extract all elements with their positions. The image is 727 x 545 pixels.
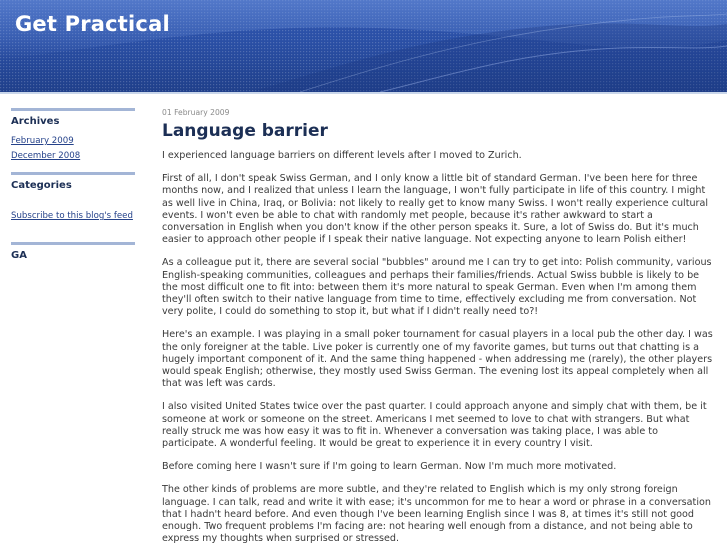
archives-heading: Archives [11, 116, 60, 127]
post-paragraph: Before coming here I wasn't sure if I'm going to learn German. Now I'm much more motivated. [162, 461, 617, 473]
post-paragraph: First of all, I don't speak Swiss German, and I only know a little bit of standard German. I've been here for three months now, and I realized that unless I learn the language, I won't fully participate in life of this country. I might as well live in China, Iraq, or Bolivia: not likely to really get to know many Swiss. I won't really experience cultural events. I won't even be able to chat with randomly met people, because it's rather awkward to start a conversation in English when you don't know if the other person speaks it. Sure, a lot of Swiss do. But it's much easier to approach other people if I speak their native language. Not expecting anyone to learn Polish either! [162, 173, 709, 246]
post-date: 01 February 2009 [162, 108, 230, 117]
categories-section [11, 172, 135, 232]
header-divider [0, 92, 727, 94]
archive-link-december-2008[interactable]: December 2008 [11, 151, 81, 161]
archive-link-february-2009[interactable]: February 2009 [11, 136, 74, 146]
post-paragraph: I also visited United States twice over the past quarter. I could approach anyone and simply chat with them, be it someone at work or someone on the street. Americans I met seemed to love to chat with strangers. But what really struck me was how easy it was to fit in. Whenever a conversation was taking place, I was able to participate. A wonderful feeling. It would be great to experience it in every country I visit. [162, 401, 707, 450]
site-header [0, 0, 727, 92]
post-paragraph: Here's an example. I was playing in a small poker tournament for casual players in a local pub the other day. I was the only foreigner at the table. Live poker is currently one of my favorite games, but turns out that chatting is a hugely important component of it. And the same thing happened - when addressing me (rarely), the other players would speak English; otherwise, they mostly used Swiss German. The evening lost its appeal completely when all that was left was cards. [162, 329, 713, 390]
subscribe-feed-link[interactable]: Subscribe to this blog's feed [11, 211, 133, 221]
post-paragraph: The other kinds of problems are more subtle, and they're related to English which is my only strong foreign language. I can talk, read and write it with ease; it's uncommon for me to hear a word or phrase in a conversation that I hadn't heard before. And even though I've been learning English since I was 8, at times it's still not good enough. Two frequent problems I'm facing are: not hearing well enough from a distance, and not being able to express my thoughts when surprised or stressed. [162, 484, 711, 545]
post-paragraph: As a colleague put it, there are several social "bubbles" around me I can try to get into: Polish community, various English-speaking communities, colleagues and perhaps their families/friends. Actual Swiss bubble is likely to be the most difficult one to fit into: between them it's more natural to speak German. Even when I'm among them they'll often switch to their native language from time to time, effectively excluding me from conversation. Not very polite, I could do something to stop it, but what if I didn't really need to?! [162, 257, 712, 318]
sidebar [11, 108, 135, 271]
site-title[interactable]: Get Practical [15, 12, 170, 36]
ga-section [11, 242, 135, 261]
post-title[interactable]: Language barrier [162, 121, 328, 141]
post-paragraph: I experienced language barriers on different levels after I moved to Zurich. [162, 150, 522, 161]
categories-heading: Categories [11, 180, 72, 191]
ga-heading: GA [11, 250, 27, 261]
post-body [162, 150, 714, 545]
main-content [162, 108, 714, 545]
archives-section [11, 108, 135, 162]
